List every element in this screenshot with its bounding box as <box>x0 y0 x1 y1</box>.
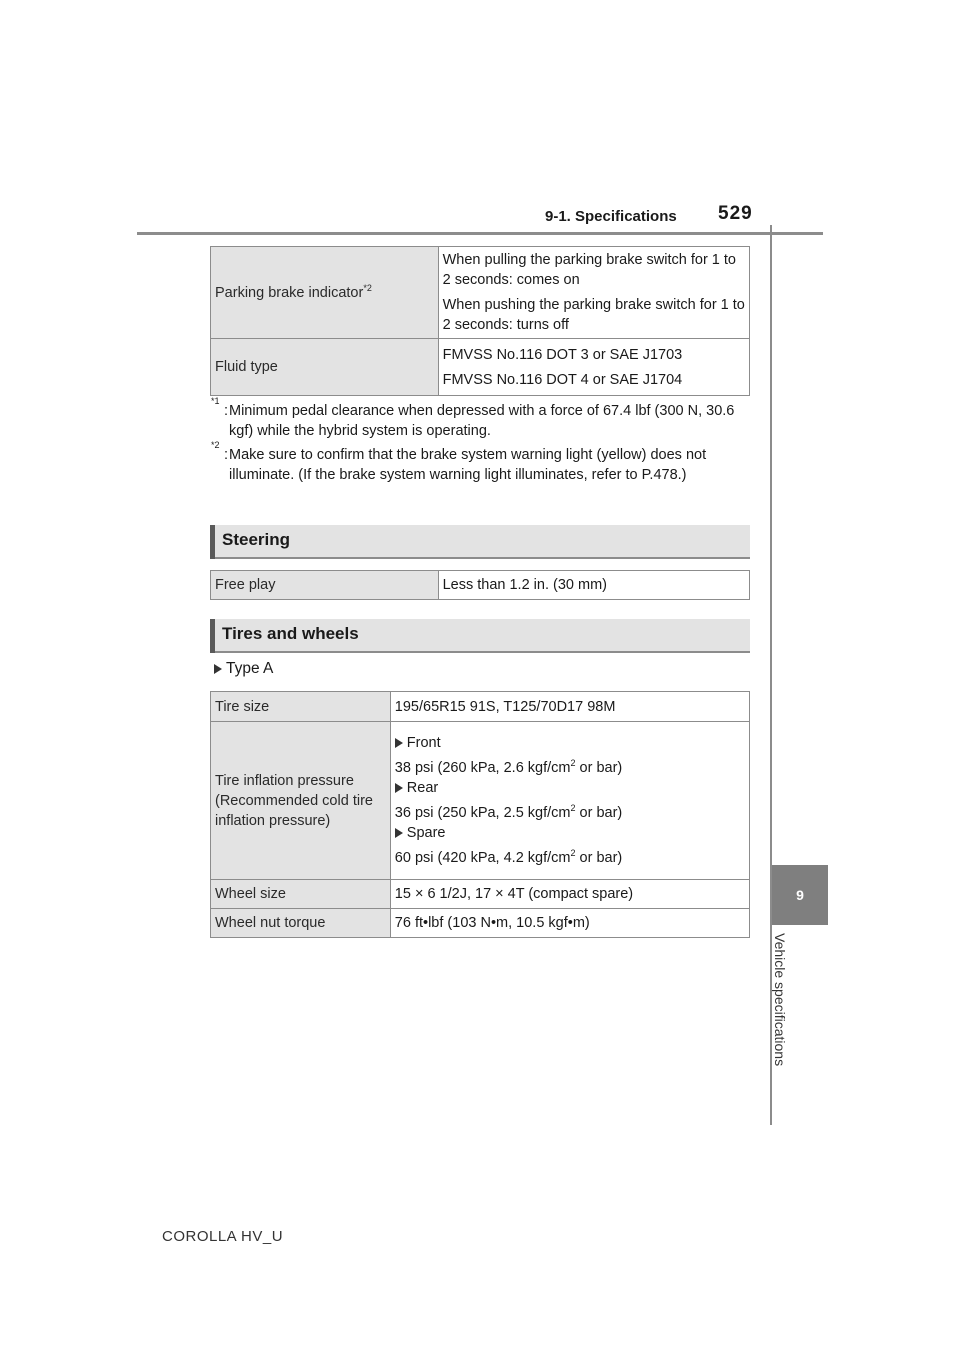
front-heading: Front <box>395 733 745 753</box>
footnote-1: *1 : Minimum pedal clearance when depressed with a force of 67.4 lbf (300 N, 30.6 kgf) while the hybrid system is operating. <box>211 396 735 439</box>
front-pressure: 38 psi (260 kPa, 2.6 kgf/$cm^2$ or bar) <box>394 758 623 776</box>
parking-brake-indicator-label: Parking brake indicator$^{*2}$ <box>211 247 439 339</box>
triangle-bullet-icon <box>395 738 403 748</box>
tire-size-value: 195/65R15 91S, T125/70D17 98M <box>390 692 749 722</box>
chapter-label-text: Vehicle specifications <box>772 933 788 1067</box>
model-code: COROLLA HV_U <box>162 1228 284 1245</box>
chapter-number: 9 <box>796 887 804 903</box>
spare-heading: Spare <box>395 823 745 843</box>
steering-spec-table <box>210 570 750 600</box>
steering-section-header <box>210 525 750 559</box>
wheel-size-label: Wheel size <box>211 880 391 909</box>
steering-title: Steering <box>222 530 291 549</box>
page-number: 529 <box>718 203 753 224</box>
tires-title: Tires and wheels <box>222 624 359 643</box>
brake-spec-table <box>210 246 750 396</box>
rear-heading: Rear <box>395 778 745 798</box>
section-title: 9-1. Specifications <box>545 208 677 225</box>
triangle-bullet-icon <box>214 664 222 674</box>
table-row <box>211 247 750 339</box>
fluid-type-value: FMVSS No.116 DOT 3 or SAE J1703 FMVSS No.116 DOT 4 or SAE J1704 <box>438 339 749 396</box>
free-play-label: Free play <box>211 571 439 600</box>
free-play-value: Less than 1.2 in. (30 mm) <box>438 571 749 600</box>
table-row <box>211 722 750 880</box>
table-row <box>211 692 750 722</box>
triangle-bullet-icon <box>395 783 403 793</box>
table-row <box>211 571 750 600</box>
tire-size-label: Tire size <box>211 692 391 722</box>
triangle-bullet-icon <box>395 828 403 838</box>
tires-section-header <box>210 619 750 653</box>
chapter-tab <box>772 865 828 925</box>
header-rule <box>137 232 823 235</box>
tire-pressure-value <box>390 722 749 880</box>
footnote-ref: *2 <box>363 282 372 293</box>
wheel-nut-torque-value: 76 ft•lbf (103 N•m, 10.5 kgf•m) <box>390 909 749 938</box>
fluid-type-label: Fluid type <box>211 339 439 396</box>
wheel-size-value: 15 × 6 1/2J, 17 × 4T (compact spare) <box>390 880 749 909</box>
parking-brake-indicator-value: When pulling the parking brake switch for 1 to 2 seconds: comes on When pushing the parking brake switch for 1 to 2 seconds: turns off <box>438 247 749 339</box>
footnote-2: *2 : Make sure to confirm that the brake system warning light (yellow) does not illuminate. (If the brake system warning light illuminates, refer to P.478.) <box>211 440 707 483</box>
spare-pressure: 60 psi (420 kPa, 4.2 kgf/$cm^2$ or bar) <box>394 848 623 866</box>
table-row <box>211 880 750 909</box>
table-row <box>211 339 750 396</box>
rear-pressure: 36 psi (250 kPa, 2.5 kgf/$cm^2$ or bar) <box>394 803 623 821</box>
chapter-label <box>768 933 790 1108</box>
wheel-nut-torque-label: Wheel nut torque <box>211 909 391 938</box>
table-row <box>211 909 750 938</box>
type-a-label: Type A <box>214 660 273 678</box>
tires-spec-table <box>210 691 750 938</box>
tire-pressure-label: Tire inflation pressure (Recommended cold tire inflation pressure) <box>211 722 391 880</box>
